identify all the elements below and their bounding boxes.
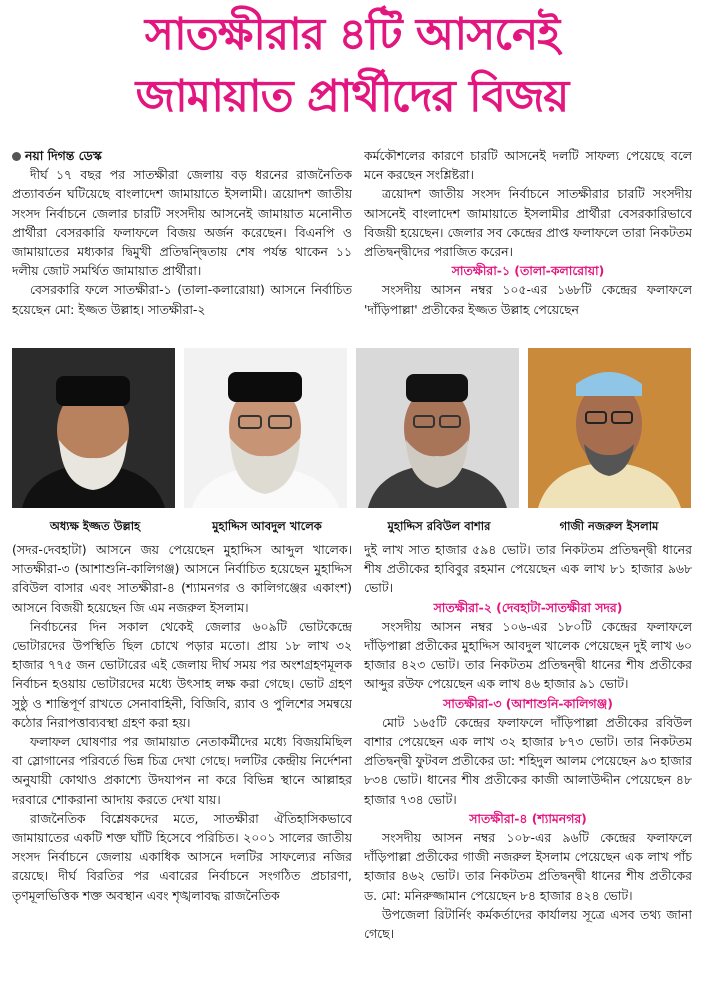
paragraph: সংসদীয় আসন নম্বর ১০৬-এর ১৮০টি কেন্দ্রের ফলাফলে দাঁড়িপাল্লা প্রতীকের মুহাদ্দিস আবদুল খালেক পেয়েছেন দুই লাখ ৬০ হাজার ৪২৩ ভোট। তার নিকটতম প্রতিদ্বন্দ্বী ধানের শীষ প্রতীকের আব্দুর রউফ পেয়েছেন এক লাখ ৪৬ হাজার ৯১ ভোট। (364, 618, 692, 692)
subheading-seat-3: সাতক্ষীরা-৩ (আশাশুনি-কালিগঞ্জ) (443, 695, 613, 711)
headline-line-1: সাতক্ষীরার ৪টি আসনেই (144, 9, 560, 60)
article-column-1 (12, 146, 352, 342)
portrait-photo-1 (12, 348, 175, 508)
headline-line-2: জামায়াত প্রার্থীদের বিজয় (135, 71, 569, 122)
paragraph: সংসদীয় আসন নম্বর ১০৮-এর ৯৬টি কেন্দ্রের ফলাফলে দাঁড়িপাল্লা প্রতীকের গাজী নজরুল ইসলাম পেয়েছেন এক লাখ পাঁচ হাজার ৪৬২ ভোট। তার নিকটতম প্রতিদ্বন্দ্বী ধানের শীষ প্রতীকের ড. মো: মনিরুজ্জামান পেয়েছেন ৮৪ হাজার ৪২৪ ভোট। (364, 830, 692, 903)
portrait-photo-2 (184, 348, 347, 508)
subheading-seat-2: সাতক্ষীরা-২ (দেবহাটা-সাতক্ষীরা সদর) (433, 599, 623, 615)
article-column-4 (364, 540, 692, 985)
portrait-photo-4 (528, 348, 691, 508)
paragraph: উপজেলা রিটার্নিং কর্মকর্তাদের কার্যালয় সূত্রে এসব তথ্য জানা গেছে। (364, 906, 692, 942)
paragraph: নির্বাচনের দিন সকাল থেকেই জেলার ৬০৯টি ভোটকেন্দ্রে ভোটারদের উপস্থিতি ছিল চোখে পড়ার মতো। প্রায় ১৮ লাখ ৩২ হাজার ৭৭৫ জন ভোটারের এই জেলায় দীর্ঘ সময় পর অংশগ্রহণমূলক নির্বাচন হওয়ায় ভোটারদের মধ্যে উৎসাহ লক্ষ করা গেছে। ভোট গ্রহণ সুষ্ঠু ও শান্তিপূর্ণ রাখতে সেনাবাহিনী, বিজিবি, র‍্যাব ও পুলিশের সমন্বয়ে কঠোর নিরাপত্তাব্যবস্থা গ্রহণ করা হয়। (12, 618, 352, 730)
paragraph: ত্রয়োদশ জাতীয় সংসদ নির্বাচনে সাতক্ষীরার চারটি সংসদীয় আসনেই বাংলাদেশ জামায়াতে ইসলামীর প্রার্থীরা বেসরকারিভাবে বিজয়ী হয়েছেন। জেলার সব কেন্দ্রের প্রাপ্ত ফলাফলে তারা নিকটতম প্রতিদ্বন্দ্বীদের পরাজিত করেন। (364, 186, 692, 260)
photo-caption-1: অধ্যক্ষ ইজ্জত উল্লাহ (49, 519, 141, 533)
article-column-3 (12, 540, 352, 985)
paragraph: দুই লাখ সাত হাজার ৫৯৪ ভোট। তার নিকটতম প্রতিদ্বন্দ্বী ধানের শীষ প্রতীকের হাবিবুর রহমান পেয়েছেন এক লাখ ৮১ হাজার ৯৬৮ ভোট। (364, 542, 692, 596)
paragraph: কর্মকৌশলের কারণে চারটি আসনেই দলটি সাফল্য পেয়েছে বলে মনে করছেন সংশ্লিষ্টরা। (364, 148, 692, 183)
photo-row (12, 348, 692, 518)
bullet-icon (12, 152, 21, 161)
photo-caption-3: মুহাদ্দিস রবিউল বাশার (387, 519, 491, 533)
paragraph: বেসরকারি ফলে সাতক্ষীরা-১ (তালা-কলারোয়া) আসনে নির্বাচিত হয়েছেন মো: ইজ্জত উল্লাহ। সাতক্ষীরা-২ (12, 282, 352, 317)
paragraph: মোট ১৬৫টি কেন্দ্রের ফলাফলে দাঁড়িপাল্লা প্রতীকের রবিউল বাশার পেয়েছেন এক লাখ ৩২ হাজার ৮৭৩ ভোট। তার নিকটতম প্রতিদ্বন্দ্বী ফুটবল প্রতীকের ডা: শহিদুল আলম পেয়েছেন ৯৩ হাজার ৮৩৪ ভোট। ধানের শীষ প্রতীকের কাজী আলাউদ্দীন পেয়েছেন ৪৮ হাজার ৭৩৪ ভোট। (364, 714, 692, 807)
article-column-2 (364, 146, 692, 342)
byline-row (12, 146, 352, 165)
subheading-seat-4: সাতক্ষীরা-৪ (শ্যামনগর) (469, 810, 587, 826)
photo-caption-2: মুহাদ্দিস আবদুল খালেক (212, 519, 322, 533)
paragraph: সংসদীয় আসন নম্বর ১০৫-এর ১৬৮টি কেন্দ্রের ফলাফলে 'দাঁড়িপাল্লা' প্রতীকের ইজ্জত উল্লাহ পেয়েছেন (364, 282, 692, 317)
paragraph: রাজনৈতিক বিশ্লেষকদের মতে, সাতক্ষীরা ঐতিহাসিকভাবে জামায়াতের একটি শক্ত ঘাঁটি হিসেবে পরিচিত। ২০০১ সালের জাতীয় সংসদ নির্বাচনে জেলায় একাধিক আসনে দলটির সাফল্যের নজির রয়েছে। দীর্ঘ বিরতির পর এবারের নির্বাচনে সংগঠিত প্রচারণা, তৃণমূলভিত্তিক শক্ত অবস্থান এবং শৃঙ্খলাবদ্ধ রাজনৈতিক (12, 810, 352, 903)
portrait-photo-3 (356, 348, 519, 508)
paragraph: (সদর-দেবহাটা) আসনে জয় পেয়েছেন মুহাদ্দিস আব্দুল খালেক। সাতক্ষীরা-৩ (আশাশুনি-কালিগঞ্জ) আসনে নির্বাচিত হয়েছেন মুহাদ্দিস রবিউল বাসার এবং সাতক্ষীরা-৪ (শ্যামনগর ও কালিগঞ্জের একাংশ) আসনে বিজয়ী হয়েছেন জি এম নজরুল ইসলাম। (12, 542, 352, 615)
paragraph: দীর্ঘ ১৭ বছর পর সাতক্ষীরা জেলায় বড় ধরনের রাজনৈতিক প্রত্যাবর্তন ঘটিয়েছে বাংলাদেশ জামায়াতে ইসলামী। ত্রয়োদশ জাতীয় সংসদ নির্বাচনে জেলার চারটি সংসদীয় আসনেই জামায়াত মনোনীত প্রার্থীরা বেসরকারি ফলাফলে বিজয় অর্জন করেছেন। বিএনপি ও জামায়াতের মধ্যকার দ্বিমুখী প্রতিদ্বন্দ্বিতায় শেষ পর্যন্ত থাকেন ১১ দলীয় জোট সমর্থিত জামায়াত প্রার্থীরা। (12, 167, 352, 279)
subheading-seat-1: সাতক্ষীরা-১ (তালা-কলারোয়া) (451, 263, 605, 279)
paragraph: ফলাফল ঘোষণার পর জামায়াত নেতাকর্মীদের মধ্যে বিজয়মিছিল বা স্লোগানের পরিবর্তে ভিন্ন চিত্র দেখা গেছে। দলটির কেন্দ্রীয় নির্দেশনা অনুযায়ী কোথাও প্রকাশ্যে উদযাপন না করে বিভিন্ন স্থানে আল্লাহর দরবারে শোকরানা আদায় করতে দেখা যায়। (12, 734, 352, 807)
photo-caption-4: গাজী নজরুল ইসলাম (559, 519, 659, 533)
byline: নয়া দিগন্ত ডেস্ক (25, 148, 102, 163)
